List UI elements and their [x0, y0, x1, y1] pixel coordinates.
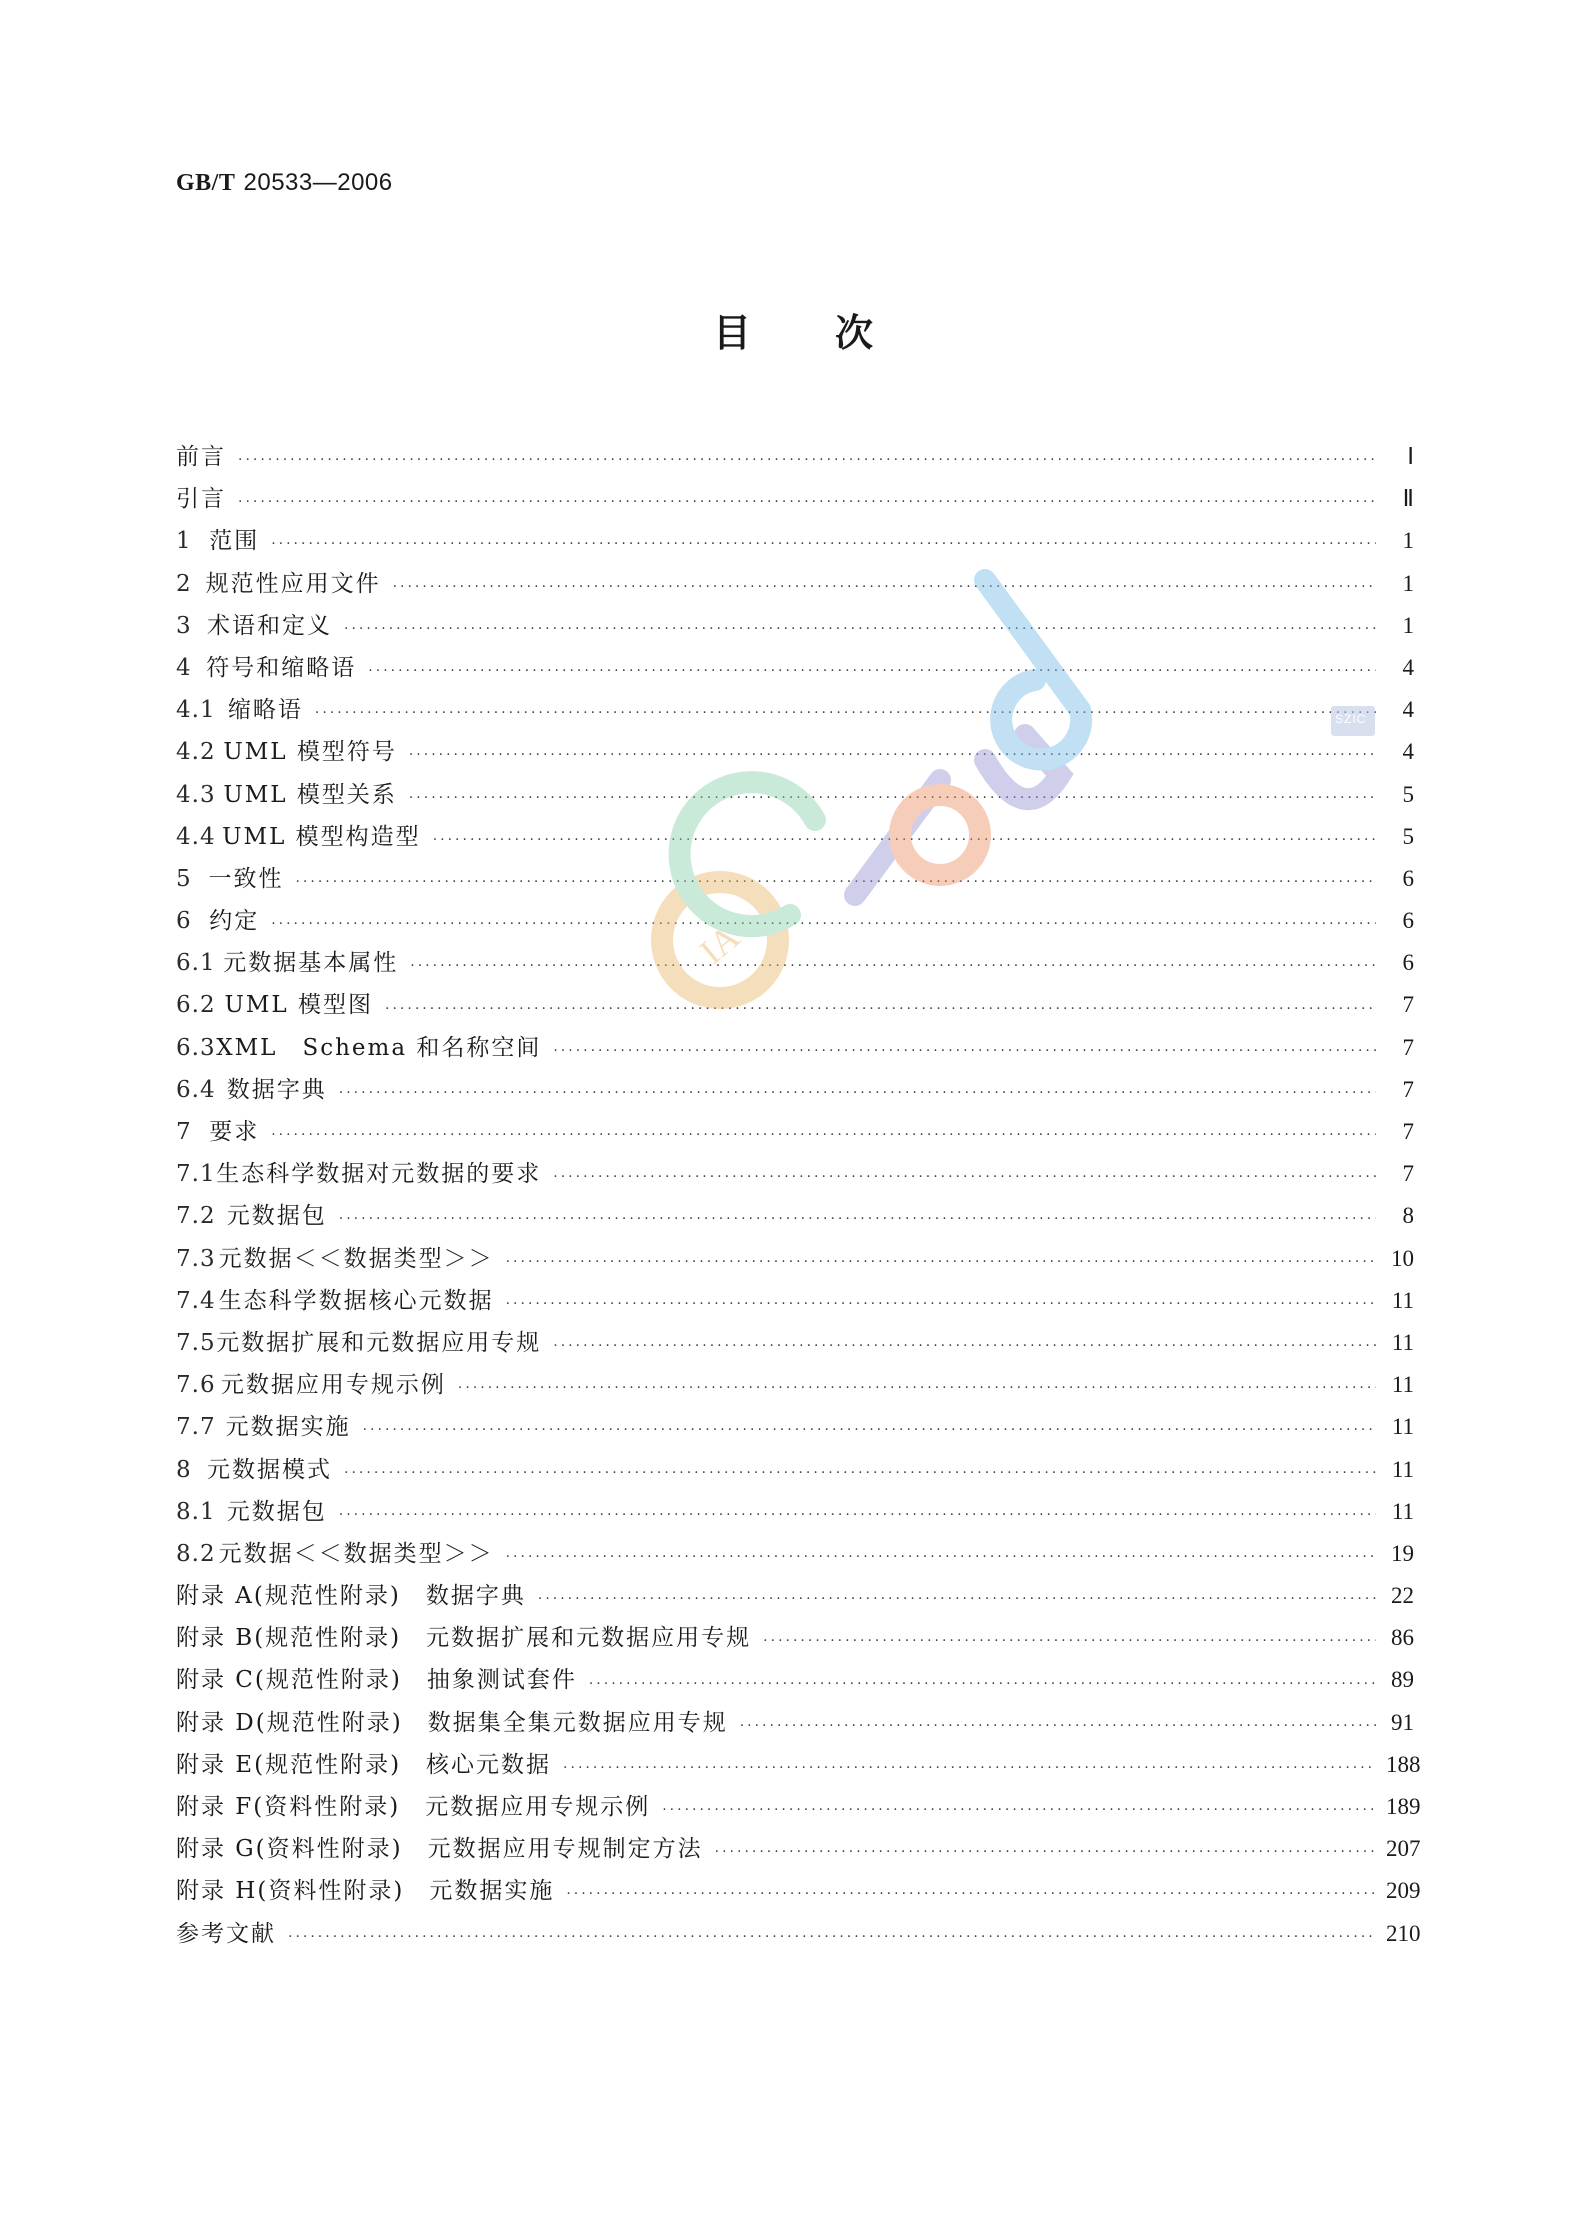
toc-dot-leader [740, 1719, 1376, 1733]
toc-entry[interactable] [176, 1113, 1414, 1155]
toc-entry[interactable] [176, 522, 1414, 564]
toc-entry-page: 7 [1402, 1119, 1414, 1144]
toc-entry-label: 元数据应用专规示例 [220, 1372, 446, 1399]
toc-entry-page: 11 [1391, 1287, 1414, 1313]
toc-dot-leader [344, 1466, 1376, 1480]
toc-entry[interactable] [176, 1704, 1414, 1746]
toc-entry-number: 7.4 [176, 1287, 216, 1314]
toc-dot-leader [553, 1339, 1376, 1353]
stamp-mark [1331, 706, 1375, 736]
toc-entry-number: 4.3 [176, 781, 216, 808]
toc-entry-page: 7 [1402, 1076, 1414, 1102]
toc-entry-label: 元数据基本属性 [223, 950, 399, 977]
toc-entry[interactable] [176, 438, 1414, 480]
toc-entry-label: 元数据模式 [207, 1456, 333, 1483]
toc-entry-label: 附录 A(规范性附录) 数据字典 [176, 1583, 526, 1610]
toc-entry-number: 8.1 [176, 1498, 216, 1525]
toc-dot-leader [339, 1212, 1376, 1226]
toc-entry-page: 6 [1402, 908, 1414, 934]
toc-entry-label: 附录 G(资料性附录) 元数据应用专规制定方法 [176, 1836, 703, 1863]
toc-entry-label: 元数据包 [226, 1203, 327, 1230]
toc-entry-number: 5 [176, 865, 192, 892]
toc-entry-number: 6 [176, 908, 192, 935]
toc-entry-label: 附录 C(规范性附录) 抽象测试套件 [176, 1667, 577, 1694]
toc-entry-number: 8.2 [176, 1540, 216, 1567]
toc-entry[interactable] [176, 1493, 1414, 1535]
toc-entry-number: 7.3 [176, 1245, 216, 1272]
toc-entry-page: 89 [1391, 1667, 1414, 1693]
toc-entry-number: 7.2 [176, 1203, 216, 1230]
toc-entry-page: 1 [1402, 612, 1414, 638]
toc-entry[interactable] [176, 1915, 1421, 1957]
toc-entry[interactable] [176, 1240, 1414, 1282]
toc-entry-page: 10 [1391, 1245, 1414, 1271]
toc-entry-label: 附录 H(资料性附录) 元数据实施 [176, 1878, 555, 1905]
toc-dot-leader [339, 1508, 1376, 1522]
toc-entry-label: 附录 B(规范性附录) 元数据扩展和元数据应用专规 [176, 1625, 752, 1652]
toc-entry-number: 3 [176, 612, 192, 639]
toc-dot-leader [538, 1592, 1376, 1606]
toc-dot-leader [288, 1930, 1376, 1944]
toc-entry-label: 前言 [176, 444, 226, 470]
toc-entry-number: 6.2 [176, 992, 216, 1019]
toc-entry-label: UML 模型关系 [223, 781, 397, 808]
toc-entry-label: 缩略语 [227, 697, 303, 724]
toc-entry-page: 1 [1402, 570, 1414, 596]
toc-entry-page: 5 [1402, 781, 1414, 807]
toc-entry-number: 7.6 [176, 1372, 216, 1399]
toc-entry-label: 附录 D(规范性附录) 数据集全集元数据应用专规 [176, 1709, 728, 1736]
toc-dot-leader [339, 1086, 1376, 1100]
toc-entry[interactable] [176, 1408, 1414, 1450]
toc-entry[interactable] [176, 1746, 1421, 1788]
toc-entry-number: 2 [176, 570, 192, 597]
toc-entry[interactable] [176, 1577, 1414, 1619]
toc-dot-leader [715, 1845, 1376, 1859]
toc-dot-leader [458, 1381, 1376, 1395]
toc-entry-page: 6 [1402, 950, 1414, 976]
toc-entry-label: UML 模型构造型 [222, 823, 421, 850]
toc-entry-number: 7.1 [176, 1161, 216, 1188]
toc-entry-page: 1 [1402, 528, 1414, 554]
toc-entry-page: 7 [1402, 992, 1414, 1018]
toc-entry-label: 引言 [176, 486, 226, 513]
toc-entry-label: 符号和缩略语 [206, 654, 357, 681]
toc-entry-page: 11 [1391, 1329, 1414, 1355]
toc-entry-page: 189 [1386, 1794, 1421, 1819]
toc-entry-page: 86 [1391, 1625, 1414, 1651]
toc-entry-page: 91 [1391, 1709, 1414, 1735]
toc-entry-page: 11 [1391, 1414, 1414, 1440]
toc-entry-number: 1 [176, 528, 192, 555]
toc-entry-page: 7 [1402, 1034, 1414, 1060]
toc-entry-number: 7.5 [176, 1329, 216, 1356]
toc-entry[interactable] [176, 1872, 1421, 1914]
toc-entry-number: 6.4 [176, 1076, 216, 1103]
toc-entry-page: 19 [1391, 1540, 1414, 1566]
toc-entry-number: 4 [176, 654, 192, 681]
toc-entry[interactable] [176, 1619, 1414, 1661]
toc-entry[interactable] [176, 1366, 1414, 1408]
toc-dot-leader [553, 1044, 1376, 1058]
standard-number: 20533—2006 [243, 169, 393, 196]
toc-entry-label: 参考文献 [176, 1920, 276, 1947]
toc-dot-leader [763, 1634, 1376, 1648]
toc-entry[interactable] [176, 1029, 1414, 1071]
toc-entry-page: 11 [1391, 1372, 1414, 1398]
toc-entry-label: 元数据包 [226, 1498, 327, 1525]
toc-dot-leader [506, 1297, 1376, 1311]
toc-dot-leader [238, 453, 1376, 467]
toc-entry[interactable] [176, 1830, 1421, 1872]
toc-entry-label: UML 模型符号 [223, 739, 397, 766]
toc-dot-leader [589, 1677, 1376, 1691]
toc-entry[interactable] [176, 1155, 1414, 1197]
page-title: 目次 [712, 311, 957, 355]
toc-entry[interactable] [176, 1197, 1414, 1239]
toc-entry-label: 要求 [209, 1119, 260, 1145]
toc-dot-leader [271, 537, 1376, 551]
toc-entry-label: 约定 [209, 908, 260, 935]
toc-dot-leader [662, 1803, 1376, 1817]
toc-entry[interactable] [176, 1451, 1414, 1493]
toc-entry-page: 11 [1391, 1456, 1414, 1482]
toc-dot-leader [553, 1170, 1376, 1184]
toc-entry-page: Ⅱ [1402, 486, 1414, 512]
toc-entry[interactable] [176, 1535, 1414, 1577]
toc-entry-label: 附录 F(资料性附录) 元数据应用专规示例 [176, 1794, 651, 1820]
toc-entry-page: 209 [1386, 1878, 1421, 1904]
toc-entry-page: 22 [1391, 1583, 1414, 1609]
toc-entry[interactable] [176, 1324, 1414, 1366]
watermark-letter-c [680, 782, 815, 926]
standard-prefix: GB/T [176, 170, 236, 196]
toc-entry-page: 11 [1391, 1498, 1414, 1524]
toc-entry-number: 4.2 [176, 739, 216, 766]
toc-entry[interactable] [176, 1282, 1414, 1324]
toc-entry-label: 附录 E(规范性附录) 核心元数据 [176, 1751, 552, 1778]
toc-entry-page: 5 [1402, 823, 1414, 849]
toc-entry-label: UML 模型图 [224, 992, 374, 1019]
toc-entry-label: 生态科学数据对元数据的要求 [216, 1161, 542, 1188]
toc-entry-page: 6 [1402, 865, 1414, 891]
toc-dot-leader [363, 1423, 1376, 1437]
toc-entry-label: XML Schema 和名称空间 [216, 1034, 542, 1061]
toc-entry-label: 元数据扩展和元数据应用专规 [216, 1329, 542, 1356]
toc-dot-leader [271, 1128, 1376, 1142]
stamp-text: SZIC [1335, 712, 1367, 726]
toc-entry-page: 210 [1386, 1920, 1421, 1946]
toc-entry-page: 4 [1402, 697, 1414, 723]
toc-entry-label: 范围 [209, 528, 260, 555]
toc-entry-label: 元数据实施 [225, 1414, 351, 1441]
toc-entry-number: 7 [176, 1119, 192, 1145]
toc-entry-label: 术语和定义 [207, 612, 333, 639]
toc-entry[interactable] [176, 1661, 1414, 1703]
toc-entry[interactable] [176, 1788, 1421, 1830]
toc-entry-page: 188 [1386, 1751, 1421, 1777]
toc-entry-number: 7.7 [176, 1414, 216, 1441]
toc-entry-number: 6.3 [176, 1034, 216, 1061]
toc-entry-label: 元数据＜＜数据类型＞＞ [218, 1245, 494, 1272]
toc-entry-number: 6.1 [176, 950, 216, 977]
toc-entry-label: 规范性应用文件 [205, 570, 381, 597]
toc-entry-number: 4.4 [176, 823, 216, 850]
toc-entry-page: 7 [1402, 1161, 1414, 1187]
toc-entry[interactable] [176, 1071, 1414, 1113]
toc-entry-label: 生态科学数据核心元数据 [218, 1287, 494, 1314]
watermark-seal-text: IA [692, 916, 748, 972]
toc-entry-label: 数据字典 [226, 1076, 327, 1103]
toc-entry-number: 4.1 [176, 697, 216, 724]
toc-entry[interactable] [176, 480, 1414, 522]
toc-entry-page: 4 [1402, 739, 1414, 765]
toc-dot-leader [563, 1761, 1376, 1775]
toc-entry-label: 一致性 [208, 865, 284, 892]
toc-dot-leader [566, 1887, 1376, 1901]
toc-dot-leader [506, 1255, 1376, 1269]
toc-entry-page: Ⅰ [1407, 444, 1414, 469]
toc-entry-label: 元数据＜＜数据类型＞＞ [218, 1540, 494, 1567]
toc-dot-leader [506, 1550, 1376, 1564]
toc-entry-page: 8 [1402, 1203, 1414, 1229]
toc-dot-leader [238, 495, 1376, 509]
toc-entry-page: 4 [1402, 654, 1414, 680]
standard-code [176, 168, 393, 197]
cloud-watermark [640, 560, 1120, 1030]
toc-entry-page: 207 [1386, 1836, 1421, 1862]
toc-entry-number: 8 [176, 1456, 192, 1483]
